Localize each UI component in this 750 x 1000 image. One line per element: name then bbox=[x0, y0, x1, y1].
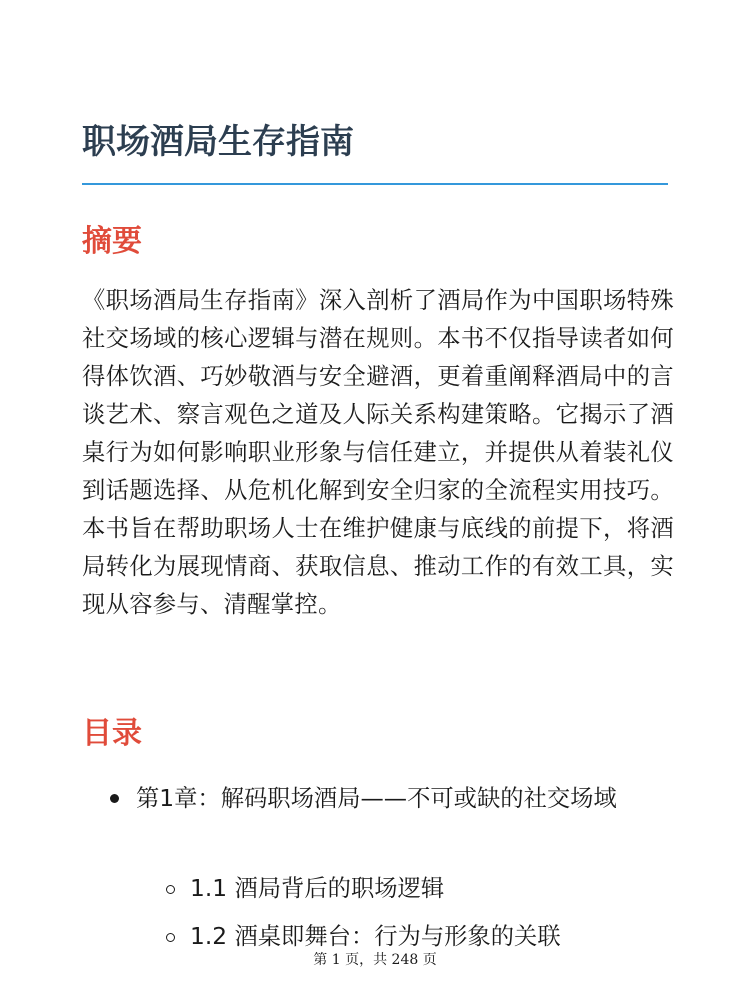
title-divider bbox=[82, 183, 668, 185]
table-of-contents bbox=[108, 780, 668, 950]
toc-heading: 目录 bbox=[82, 716, 142, 751]
abstract-paragraph: 《职场酒局生存指南》深入剖析了酒局作为中国职场特殊社交场域的核心逻辑与潜在规则。本书不仅指导读者如何得体饮酒、巧妙敬酒与安全避酒，更着重阐释酒局中的言谈艺术、察言观色之道及人际关系构建策略。它揭示了酒桌行为如何影响职业形象与信任建立，并提供从着装礼仪到话题选择、从危机化解到安全归家的全流程实用技巧。本书旨在帮助职场人士在维护健康与底线的前提下，将酒局转化为展现情商、获取信息、推动工作的有效工具，实现从容参与、清醒掌控。 bbox=[82, 287, 674, 618]
document-title: 职场酒局生存指南 bbox=[82, 122, 354, 162]
bullet-disc-icon bbox=[110, 794, 119, 803]
toc-chapter-label: 第1章：解码职场酒局——不可或缺的社交场域 bbox=[136, 785, 617, 812]
toc-chapter-1[interactable] bbox=[108, 780, 668, 950]
bullet-circle-icon bbox=[166, 933, 175, 942]
toc-section-1-1[interactable] bbox=[164, 870, 664, 908]
bullet-circle-icon bbox=[166, 885, 175, 894]
page-number-footer: 第 1 页，共 248 页 bbox=[313, 952, 437, 968]
abstract-heading: 摘要 bbox=[82, 224, 142, 259]
toc-section-label: 1.2 酒桌即舞台：行为与形象的关联 bbox=[190, 923, 561, 950]
toc-section-label: 1.1 酒局背后的职场逻辑 bbox=[190, 875, 445, 902]
